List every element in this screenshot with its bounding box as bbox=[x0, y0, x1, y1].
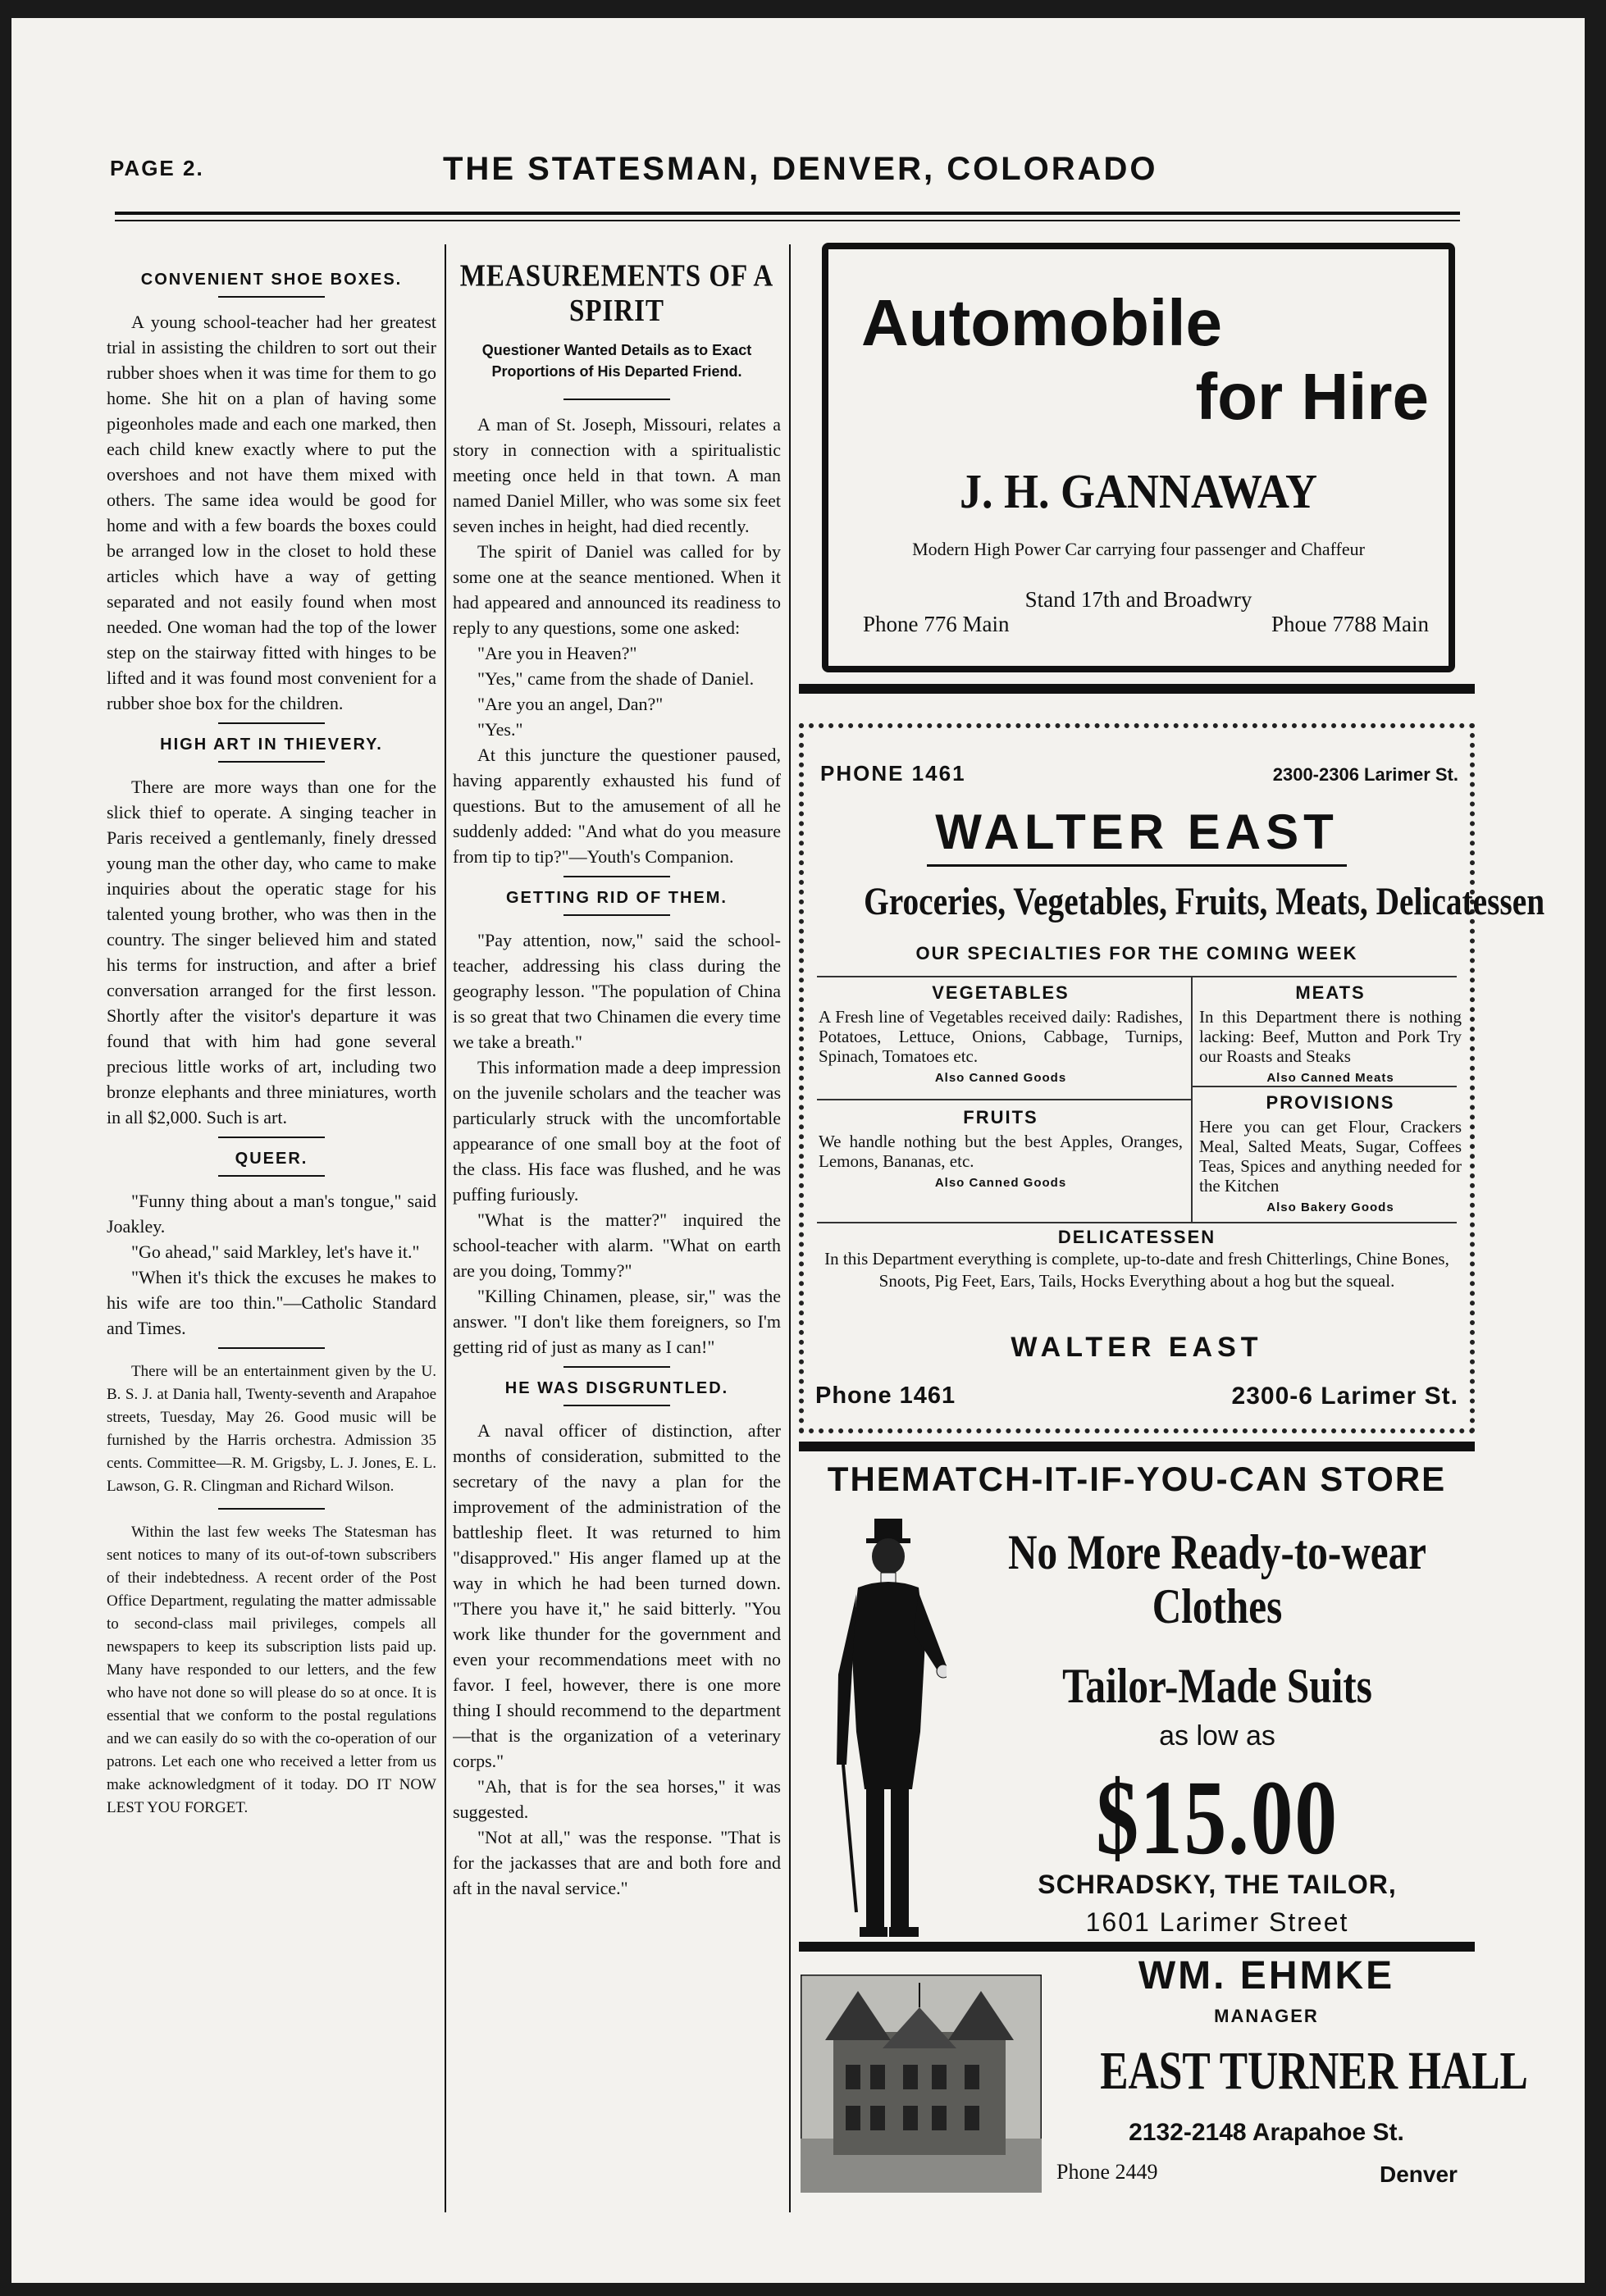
section-note: Also Canned Goods bbox=[934, 1071, 1067, 1085]
ad-separator bbox=[799, 684, 1475, 694]
article-title: HE WAS DISGRUNTLED. bbox=[504, 1379, 729, 1397]
article-body: "Pay attention, now," said the school-teacher, addressing his class during the geography lesson. "The population of China is so great that two Chinamen die every time we take a breath." bbox=[453, 930, 781, 1052]
divider bbox=[1191, 1086, 1457, 1087]
phone-right: Phoue 7788 Main bbox=[1271, 612, 1429, 636]
ad-headline: No More Ready-to-wear Clothes bbox=[1007, 1525, 1427, 1633]
notice: Within the last few weeks The Statesman has sent notices to many of its out-of-town subscribers of their indebtedness. A recent order of the Post Office Department, regulating the matter admissable to second-class mail privileges, compels all newspapers to keep its subscription lists paid up. Many have responded to our letters, and the few who have not done so will please do so at once. It is essential that we conform to the postal regulations and we can easily do so with the co-operation of our patrons. Let each one who received a letter from us make acknowledgment of it today. DO IT NOW LEST YOU FORGET. bbox=[107, 1524, 436, 1816]
article-body: "When it's thick the excuses he makes to his wife are too thin."—Catholic Standard and Times. bbox=[107, 1267, 436, 1338]
header-rule-thin bbox=[115, 220, 1460, 221]
article-title: CONVENIENT SHOE BOXES. bbox=[140, 271, 403, 289]
article-title: HIGH ART IN THIEVERY. bbox=[160, 736, 383, 754]
masthead-title: THE STATESMAN, DENVER, COLORADO bbox=[443, 151, 1158, 187]
footer-phone: Phone 1461 bbox=[815, 1383, 956, 1409]
article-body: "Ah, that is for the sea horses," it was suggested. bbox=[453, 1776, 781, 1822]
article-body: This information made a deep impression on the juvenile scholars and the teacher was particularly struck with the uncomfortable appearance of one small boy at the foot of the class. His face was flushed, and he was puffing furiously. bbox=[453, 1057, 781, 1205]
divider bbox=[218, 1508, 325, 1510]
fruits-section bbox=[819, 1107, 1183, 1190]
divider bbox=[218, 1137, 325, 1138]
ad-phone: Phone 2449 bbox=[1056, 2160, 1158, 2184]
article-title: QUEER. bbox=[235, 1150, 308, 1168]
section-heading: PROVISIONS bbox=[1266, 1092, 1395, 1113]
section-text: Here you can get Flour, Crackers Meal, Salted Meats, Sugar, Coffees Teas, Spices and anything needed for the Kitchen bbox=[1199, 1117, 1462, 1196]
column-rule-1 bbox=[445, 244, 446, 2212]
phone-left: Phone 776 Main bbox=[863, 612, 1010, 636]
divider bbox=[1191, 977, 1193, 1223]
article-body: A naval officer of distinction, after months of consideration, submitted to the secretary of the navy a plan for the improvement of the administration of the battleship fleet. It was returned to him "disapproved." His anger flamed up at the way in which he had been turned down. "There you have it," he said bitterly. "You work like thunder for the government and even your recommendations meet with no favor. I feel, however, there is one more thing I should recommend to the department—that is the organization of a veterinary corps." bbox=[453, 1420, 781, 1771]
vegetables-section bbox=[819, 982, 1183, 1085]
article-body: "Not at all," was the response. "That is for the jackasses that are and both fore and aft in the naval service." bbox=[453, 1827, 781, 1898]
divider bbox=[817, 1099, 1191, 1100]
notice: There will be an entertainment given by the U. B. S. J. at Dania hall, Twenty-seventh and Arapahoe streets, Tuesday, May 26. Good music will be furnished by the Harris orchestra. Admission 35 cents. Committee—R. M. Grigsby, L. J. Jones, E. L. Lawson, G. R. Clingman and Richard Wilson. bbox=[107, 1363, 436, 1495]
page-number: PAGE 2. bbox=[110, 156, 204, 180]
article-body: A man of St. Joseph, Missouri, relates a story in connection with a spiritualistic meeting once held in that town. A man named Daniel Miller, who was some six feet seven inches in height, had died recently. bbox=[453, 414, 781, 536]
divider bbox=[563, 399, 670, 400]
manager-title: MANAGER bbox=[1214, 2006, 1319, 2026]
ad-headline: Automobile bbox=[861, 286, 1222, 359]
headline: MEASUREMENTS OF A SPIRIT bbox=[459, 264, 774, 329]
divider bbox=[563, 914, 670, 916]
provisions-section bbox=[1199, 1092, 1462, 1214]
name-underline bbox=[927, 864, 1347, 867]
subheadline: Questioner Wanted Details as to Exact Proportions of His Departed Friend. bbox=[481, 342, 752, 380]
divider bbox=[563, 1405, 670, 1406]
advertiser-name: WALTER EAST bbox=[935, 804, 1339, 859]
divider bbox=[563, 1366, 670, 1368]
article-body: "Yes," came from the shade of Daniel. bbox=[477, 668, 755, 689]
section-heading: VEGETABLES bbox=[932, 982, 1070, 1003]
hall-name: EAST TURNER HALL bbox=[1100, 2041, 1528, 2101]
advertiser-name: SCHRADSKY, THE TAILOR, bbox=[1038, 1870, 1397, 1899]
divider bbox=[563, 876, 670, 877]
specialties-heading: OUR SPECIALTIES FOR THE COMING WEEK bbox=[915, 943, 1358, 963]
column-2 bbox=[453, 264, 781, 2216]
divider bbox=[218, 296, 325, 298]
price: $15.00 bbox=[1096, 1759, 1339, 1877]
section-text: In this Department everything is complete, up-to-date and fresh Chitterlings, Chine Bones, Snoots, Pig Feet, Ears, Tails, Hocks Everything about a hog but the squeal. bbox=[824, 1249, 1449, 1291]
article-body: "Funny thing about a man's tongue," said Joakley. bbox=[107, 1191, 436, 1237]
column-rule-2 bbox=[789, 244, 791, 2212]
divider bbox=[218, 1175, 325, 1177]
article-body: There are more ways than one for the slick thief to operate. A singing teacher in Paris received a gentlemanly, finely dressed young man the other day, who came to make inquiries about the operatic stage for his talented young brother, who was then in the country. The singer believed him and stated his terms for instruction, and after a brief conversation arranged for the first lesson. Shortly after the visitor's departure it was found that with him had gone several precious little works of art, including two bronze elephants and three miniatures, worth in all $2,000. Such is art. bbox=[107, 777, 436, 1128]
divider bbox=[218, 1347, 325, 1349]
column-1 bbox=[107, 264, 436, 2216]
store-banner: THEMATCH-IT-IF-YOU-CAN STORE bbox=[827, 1460, 1447, 1498]
grocery-ad bbox=[799, 723, 1545, 1433]
article-body: "Go ahead," said Markley, let's have it." bbox=[131, 1241, 420, 1262]
delicatessen-section bbox=[815, 1227, 1458, 1292]
advertiser-name: J. H. GANNAWAY bbox=[959, 464, 1318, 518]
ad-separator bbox=[799, 1942, 1475, 1952]
ad-subheadline: Tailor-Made Suits bbox=[1062, 1659, 1372, 1713]
divider bbox=[817, 976, 1457, 977]
ad-description: Modern High Power Car carrying four passenger and Chaffeur bbox=[912, 539, 1365, 559]
automobile-ad bbox=[822, 243, 1455, 672]
ad-address: 2300-2306 Larimer St. bbox=[1272, 764, 1458, 785]
goods-line: Groceries, Vegetables, Fruits, Meats, Delicatessen bbox=[864, 880, 1545, 923]
article-body: At this juncture the questioner paused, having apparently exhausted his fund of questions. But to the amusement of all he suddenly added: "And what do you measure from tip to tip?"—Youth's Companion. bbox=[453, 745, 781, 867]
header-rule bbox=[115, 212, 1460, 215]
section-text: A Fresh line of Vegetables received daily: Radishes, Potatoes, Lettuce, Onions, Cabbage, Turnips, Spinach, Tomatoes etc. bbox=[819, 1007, 1183, 1066]
section-note: Also Canned Meats bbox=[1266, 1071, 1394, 1085]
ad-separator bbox=[799, 1442, 1475, 1451]
divider bbox=[218, 761, 325, 763]
ad-address: 2132-2148 Arapahoe St. bbox=[1129, 2119, 1404, 2146]
section-text: We handle nothing but the best Apples, Oranges, Lemons, Bananas, etc. bbox=[819, 1132, 1183, 1171]
section-note: Also Bakery Goods bbox=[1266, 1200, 1394, 1214]
section-text: In this Department there is nothing lacking: Beef, Mutton and Pork Try our Roasts and Steaks bbox=[1199, 1007, 1462, 1066]
ad-phone: PHONE 1461 bbox=[820, 761, 966, 786]
ad-location: Stand 17th and Broadwry bbox=[1024, 587, 1252, 612]
ad-address: 1601 Larimer Street bbox=[1085, 1907, 1349, 1937]
turner-hall-building-illustration bbox=[801, 1975, 1042, 2193]
footer-address: 2300-6 Larimer St. bbox=[1231, 1383, 1458, 1410]
footer-name: WALTER EAST bbox=[1011, 1332, 1263, 1363]
divider bbox=[817, 1222, 1457, 1223]
ad-text: as low as bbox=[1159, 1720, 1275, 1752]
divider bbox=[218, 722, 325, 724]
section-heading: FRUITS bbox=[963, 1107, 1038, 1128]
article-body: The spirit of Daniel was called for by some one at the seance mentioned. When it had appeared and announced its readiness to reply to any questions, some one asked: bbox=[453, 541, 781, 638]
article-body: "Killing Chinamen, please, sir," was the answer. "I don't like them foreigners, so I'm getting rid of just as many as I can!" bbox=[453, 1286, 781, 1357]
article-body: "Are you in Heaven?" bbox=[477, 643, 637, 663]
article-title: GETTING RID OF THEM. bbox=[506, 889, 728, 907]
section-heading: MEATS bbox=[1295, 982, 1366, 1003]
article-body: "Yes." bbox=[477, 719, 523, 740]
article-body: "What is the matter?" inquired the school-teacher with alarm. "What on earth are you doing, Tommy?" bbox=[453, 1210, 781, 1281]
section-heading: DELICATESSEN bbox=[1057, 1227, 1216, 1247]
article-body: "Are you an angel, Dan?" bbox=[477, 694, 664, 714]
article-body: A young school-teacher had her greatest trial in assisting the children to sort out their rubber shoes when it was time for them to go home. She hit on a plan of having some pigeonholes made and each one marked, then each child knew exactly where to put the overshoes and not have them mixed with others. The same idea would be good for home and with a few boards the boxes could be arranged low in the closet to hold these articles which have a way of getting separated and not easily found when most needed. One woman had the top of the lower step on the stairway fitted with hinges to be lifted and it was found most convenient for a rubber shoe box for the children. bbox=[107, 312, 436, 713]
ad-headline: for Hire bbox=[1195, 360, 1429, 433]
manager-name: WM. EHMKE bbox=[1138, 1954, 1395, 1998]
newspaper-page bbox=[11, 18, 1585, 2283]
ad-city: Denver bbox=[1380, 2162, 1458, 2187]
meats-section bbox=[1199, 982, 1462, 1085]
section-note: Also Canned Goods bbox=[934, 1176, 1067, 1190]
gentleman-figure-illustration bbox=[824, 1519, 947, 1945]
